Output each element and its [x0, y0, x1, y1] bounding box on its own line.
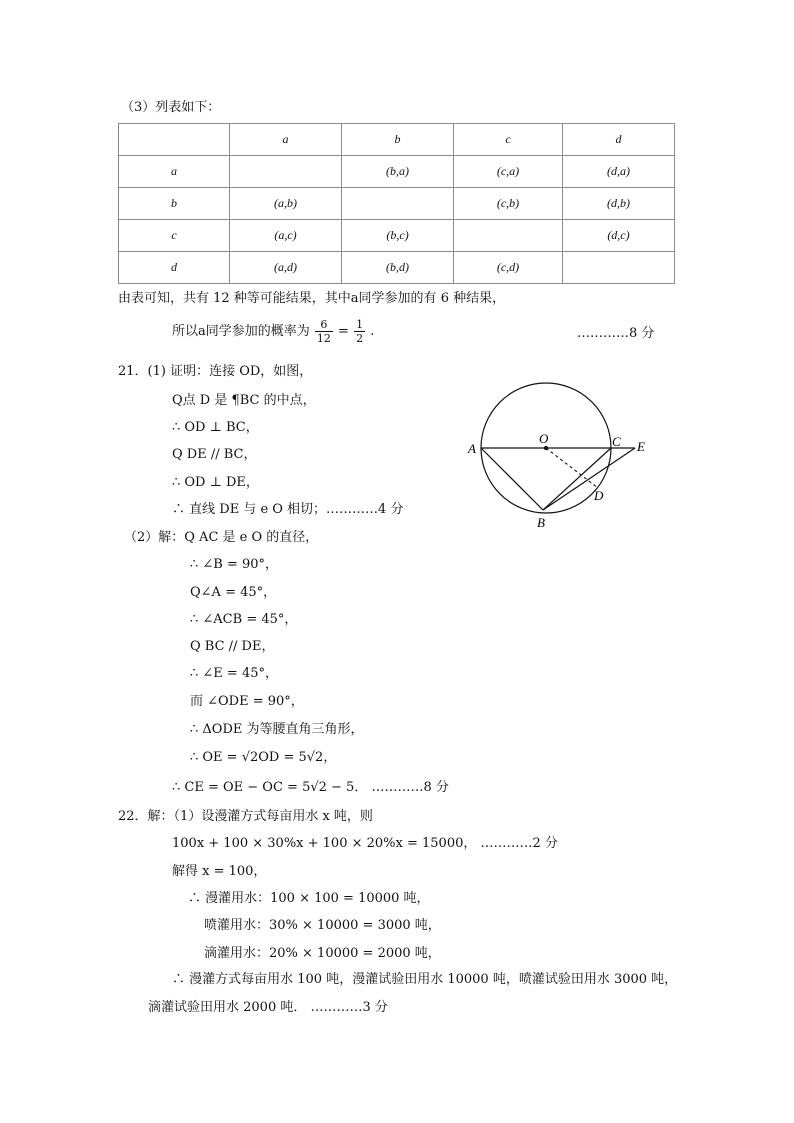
table-cell: d — [119, 252, 230, 284]
solution-line: 解得 x = 100， — [172, 864, 267, 879]
table-cell: (a,c) — [230, 220, 342, 252]
label-d: D — [594, 488, 604, 503]
table-header-row — [119, 124, 675, 156]
table-cell: c — [454, 124, 563, 156]
table-cell: (c,b) — [454, 188, 563, 220]
table-cell: (b,c) — [342, 220, 454, 252]
table-cell: b — [342, 124, 454, 156]
solution-line: ∴ 漫灌用水：100 × 100 = 10000 吨， — [188, 891, 430, 906]
part3-conclusion: 由表可知，共有 12 种等可能结果，其中a同学参加的有 6 种结果， — [118, 291, 506, 306]
table-cell: a — [230, 124, 342, 156]
table-cell: a — [119, 156, 230, 188]
fraction-1-2 — [354, 318, 365, 345]
solution-line: 滴灌试验田用水 2000 吨． …………3 分 — [148, 1000, 388, 1015]
fraction-6-12 — [315, 318, 333, 345]
q21-part2-heading: （2）解：Q AC 是 e O 的直径， — [124, 530, 319, 545]
proof-line: ∴ OD ⊥ BC， — [172, 420, 259, 435]
outcome-table — [118, 123, 675, 284]
solution-line: ∴ 漫灌方式每亩用水 100 吨，漫灌试验田用水 10000 吨，喷灌试验田用水 3000 吨， — [172, 972, 678, 987]
fraction-denominator: 2 — [356, 332, 364, 345]
table-cell — [230, 156, 342, 188]
line-be — [543, 448, 635, 510]
solution-line: 100x + 100 × 30%x + 100 × 20%x = 15000， …………2 分 — [172, 836, 558, 851]
fraction-numerator: 6 — [315, 318, 333, 332]
proof-line: ∴ OD ⊥ DE， — [172, 475, 259, 490]
label-a: A — [468, 441, 476, 456]
period: . — [370, 324, 375, 339]
table-cell: (d,a) — [562, 156, 674, 188]
proof-line: Q∠A = 45°， — [190, 585, 277, 600]
table-cell: b — [119, 188, 230, 220]
table-cell: (a,d) — [230, 252, 342, 284]
table-cell: (c,d) — [454, 252, 563, 284]
table-cell — [454, 220, 563, 252]
table-cell: c — [119, 220, 230, 252]
proof-line: Q BC // DE， — [190, 639, 275, 654]
proof-line: ∴ ∠ACB = 45°， — [190, 612, 298, 627]
proof-line: ∴ CE = OE − OC = 5√2 − 5． …………8 分 — [172, 780, 449, 795]
table-cell: (d,c) — [562, 220, 674, 252]
q22-heading: 22．解：（1）设漫灌方式每亩用水 x 吨，则 — [118, 809, 373, 824]
proof-line: 而 ∠ODE = 90°， — [190, 694, 304, 709]
proof-line: ∴ 直线 DE 与 e O 相切；…………4 分 — [172, 502, 404, 517]
table-row — [119, 252, 675, 284]
line-ab — [481, 448, 543, 510]
table-cell: (c,a) — [454, 156, 563, 188]
label-o: O — [539, 431, 549, 446]
probability-line — [172, 318, 374, 345]
label-b: B — [537, 515, 545, 530]
circle-figure — [460, 360, 660, 535]
table-cell: (a,b) — [230, 188, 342, 220]
fraction-denominator: 12 — [316, 332, 331, 345]
table-row — [119, 156, 675, 188]
probability-prefix: 所以a同学参加的概率为 — [172, 324, 310, 339]
table-row — [119, 188, 675, 220]
solution-line: 喷灌用水：30% × 10000 = 3000 吨， — [204, 918, 441, 933]
table-cell: (b,d) — [342, 252, 454, 284]
proof-line: ∴ OE = √2OD = 5√2， — [190, 750, 337, 765]
table-cell — [342, 188, 454, 220]
fraction-numerator: 1 — [356, 318, 364, 331]
part3-heading: （3）列表如下： — [121, 100, 221, 115]
proof-line: ∴ ∠B = 90°， — [190, 557, 279, 572]
label-c: C — [612, 434, 621, 449]
proof-line: ∴ ∠E = 45°， — [190, 666, 278, 681]
table-cell — [119, 124, 230, 156]
table-cell — [562, 252, 674, 284]
solution-line: 滴灌用水：20% × 10000 = 2000 吨， — [204, 946, 441, 961]
proof-line: ∴ ΔODE 为等腰直角三角形， — [190, 722, 364, 737]
score-8: …………8 分 — [577, 326, 655, 341]
center-dot — [544, 446, 548, 450]
label-e: E — [637, 439, 645, 454]
table-cell: (d,b) — [562, 188, 674, 220]
equals-sign: = — [338, 324, 349, 339]
table-row — [119, 220, 675, 252]
q21-heading: 21．(1) 证明：连接 OD，如图， — [118, 364, 313, 379]
proof-line: Q点 D 是 ¶BC 的中点， — [172, 393, 316, 408]
table-cell: (b,a) — [342, 156, 454, 188]
proof-line: Q DE // BC， — [172, 447, 257, 462]
line-od-dashed — [546, 448, 598, 488]
table-cell: d — [562, 124, 674, 156]
